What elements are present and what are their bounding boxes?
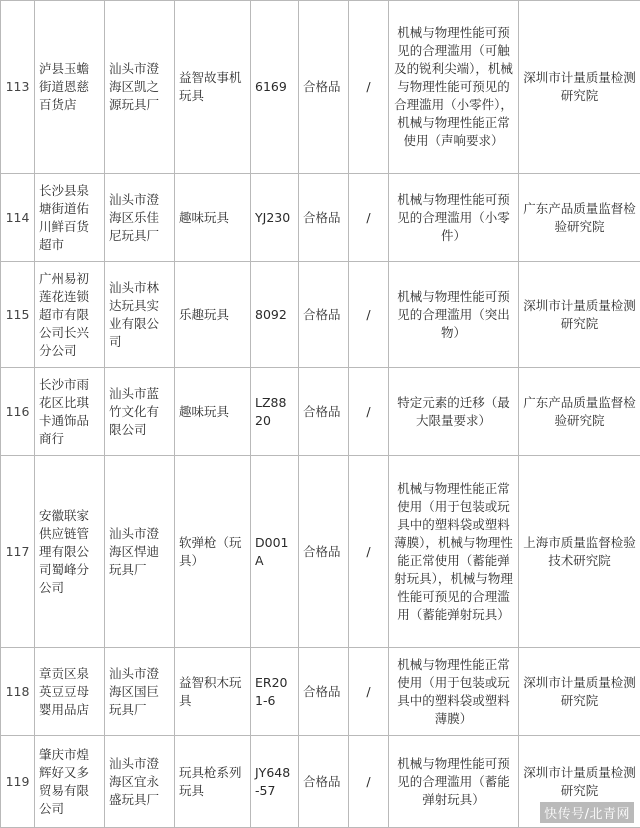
product-name: 益智故事机玩具 [175,1,251,174]
test-result: 合格品 [299,736,349,828]
test-items: 机械与物理性能正常使用（用于包装或玩具中的塑料袋或塑料薄膜） [389,648,519,736]
manufacturer-name: 汕头市澄海区凯之源玩具厂 [105,1,175,174]
test-items: 机械与物理性能可预见的合理滥用（小零件） [389,174,519,262]
test-items: 特定元素的迁移（最大限量要求） [389,368,519,456]
seller-name: 泸县玉蟾街道恩慈百货店 [35,1,105,174]
table-row [1,1,640,174]
model-number: ER201-6 [251,648,299,736]
testing-institution: 广东产品质量监督检验研究院 [519,368,640,456]
testing-institution: 深圳市计量质量检测研究院 [519,1,640,174]
manufacturer-name: 汕头市澄海区国巨玩具厂 [105,648,175,736]
model-number: 8092 [251,262,299,368]
manufacturer-name: 汕头市澄海区宜永盛玩具厂 [105,736,175,828]
test-result: 合格品 [299,262,349,368]
seller-name: 安徽联家供应链管理有限公司蜀峰分公司 [35,456,105,648]
row-number: 118 [1,648,35,736]
row-number: 119 [1,736,35,828]
testing-institution: 广东产品质量监督检验研究院 [519,174,640,262]
table-row [1,368,640,456]
test-result: 合格品 [299,648,349,736]
model-number: YJ230 [251,174,299,262]
manufacturer-name: 汕头市澄海区悍迪玩具厂 [105,456,175,648]
row-number: 113 [1,1,35,174]
table-row [1,456,640,648]
product-name: 趣味玩具 [175,174,251,262]
source-watermark: 快传号/北青网 [540,802,634,823]
seller-name: 广州易初莲花连锁超市有限公司长兴分公司 [35,262,105,368]
seller-name: 章贡区泉英豆豆母婴用品店 [35,648,105,736]
testing-institution: 深圳市计量质量检测研究院 [519,736,640,828]
product-name: 乐趣玩具 [175,262,251,368]
product-name: 玩具枪系列玩具 [175,736,251,828]
empty-marker: / [349,648,389,736]
product-name: 益智积木玩具 [175,648,251,736]
test-items: 机械与物理性能可预见的合理滥用（蓄能弹射玩具） [389,736,519,828]
table-row [1,174,640,262]
test-result: 合格品 [299,174,349,262]
seller-name: 肇庆市煌辉好又多贸易有限公司 [35,736,105,828]
model-number: LZ8820 [251,368,299,456]
test-items: 机械与物理性能可预见的合理滥用（突出物） [389,262,519,368]
model-number: 6169 [251,1,299,174]
test-result: 合格品 [299,368,349,456]
manufacturer-name: 汕头市蓝竹文化有限公司 [105,368,175,456]
table-row [1,648,640,736]
test-items: 机械与物理性能可预见的合理滥用（可触及的锐利尖端），机械与物理性能可预见的合理滥用（小零件），机械与物理性能正常使用（声响要求） [389,1,519,174]
row-number: 117 [1,456,35,648]
empty-marker: / [349,456,389,648]
seller-name: 长沙县泉塘街道佑川鲜百货超市 [35,174,105,262]
model-number: JY648-57 [251,736,299,828]
row-number: 116 [1,368,35,456]
manufacturer-name: 汕头市澄海区乐佳尼玩具厂 [105,174,175,262]
table-row [1,262,640,368]
testing-institution: 深圳市计量质量检测研究院 [519,648,640,736]
test-items: 机械与物理性能正常使用（用于包装或玩具中的塑料袋或塑料薄膜），机械与物理性能正常使用（蓄能弹射玩具），机械与物理性能可预见的合理滥用（蓄能弹射玩具） [389,456,519,648]
empty-marker: / [349,736,389,828]
row-number: 114 [1,174,35,262]
manufacturer-name: 汕头市林达玩具实业有限公司 [105,262,175,368]
testing-institution: 上海市质量监督检验技术研究院 [519,456,640,648]
test-result: 合格品 [299,456,349,648]
testing-institution: 深圳市计量质量检测研究院 [519,262,640,368]
product-name: 趣味玩具 [175,368,251,456]
empty-marker: / [349,174,389,262]
model-number: D001A [251,456,299,648]
empty-marker: / [349,368,389,456]
product-name: 软弹枪（玩具） [175,456,251,648]
test-result: 合格品 [299,1,349,174]
empty-marker: / [349,262,389,368]
row-number: 115 [1,262,35,368]
seller-name: 长沙市雨花区比琪卡通饰品商行 [35,368,105,456]
empty-marker: / [349,1,389,174]
